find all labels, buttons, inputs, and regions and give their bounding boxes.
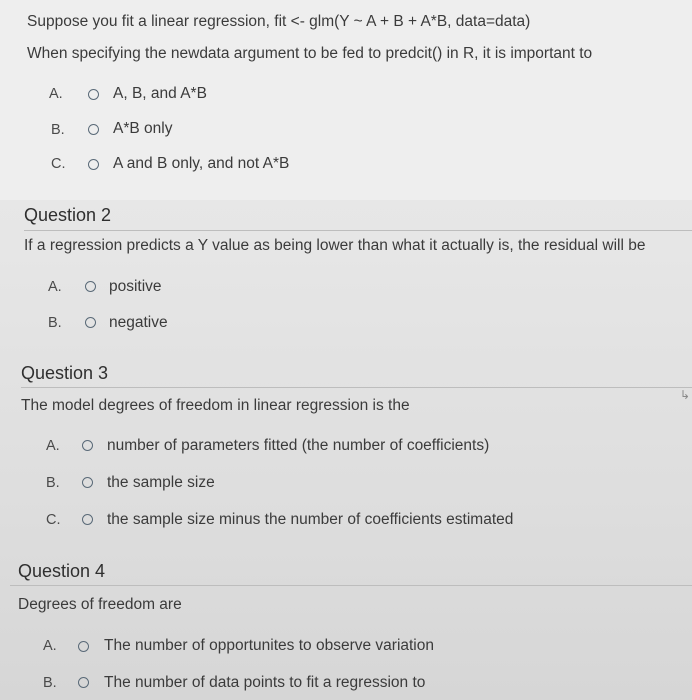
radio-button[interactable] — [82, 514, 93, 525]
option-letter: A. — [49, 86, 63, 102]
option-letter: A. — [43, 638, 57, 654]
question-3-prompt: The model degrees of freedom in linear regression is the — [21, 397, 410, 414]
question-3-divider — [21, 387, 692, 388]
option-letter: A. — [46, 438, 60, 454]
option-letter: B. — [51, 122, 65, 138]
radio-button[interactable] — [78, 677, 89, 688]
radio-button[interactable] — [82, 440, 93, 451]
question-2-heading: Question 2 — [24, 205, 112, 225]
option-text: A*B only — [113, 120, 173, 137]
option-text: The number of opportunites to observe variation — [104, 637, 434, 654]
question-2-divider — [24, 230, 692, 231]
question-1-prompt-line-1: Suppose you fit a linear regression, fit <- glm(Y ~ A + B + A*B, data=data) — [27, 13, 531, 30]
option-letter: B. — [46, 475, 60, 491]
radio-button[interactable] — [78, 641, 89, 652]
radio-button[interactable] — [88, 124, 99, 135]
radio-button[interactable] — [85, 281, 96, 292]
question-2-prompt: If a regression predicts a Y value as being lower than what it actually is, the residual will be — [24, 237, 646, 254]
option-text: A and B only, and not A*B — [113, 155, 290, 172]
radio-button[interactable] — [88, 159, 99, 170]
question-4-heading: Question 4 — [18, 561, 106, 581]
option-letter: B. — [48, 315, 62, 331]
question-1-prompt-line-2: When specifying the newdata argument to be fed to predcit() in R, it is important to — [27, 45, 593, 62]
option-text: the sample size — [107, 474, 215, 491]
question-4-prompt: Degrees of freedom are — [18, 596, 182, 613]
option-text: The number of data points to fit a regression to — [104, 674, 426, 691]
option-letter: A. — [48, 279, 62, 295]
option-letter: C. — [51, 156, 66, 172]
option-text: A, B, and A*B — [113, 85, 207, 102]
option-letter: C. — [46, 512, 61, 528]
option-text: number of parameters fitted (the number of coefficients) — [107, 437, 490, 454]
question-4-divider — [10, 585, 692, 586]
option-text: positive — [109, 278, 162, 295]
radio-button[interactable] — [82, 477, 93, 488]
cursor-edge-icon: ↳ — [679, 388, 690, 402]
radio-button[interactable] — [88, 89, 99, 100]
question-3-heading: Question 3 — [21, 363, 109, 383]
radio-button[interactable] — [85, 317, 96, 328]
option-letter: B. — [43, 675, 57, 691]
option-text: the sample size minus the number of coefficients estimated — [107, 511, 514, 528]
option-text: negative — [109, 314, 168, 331]
